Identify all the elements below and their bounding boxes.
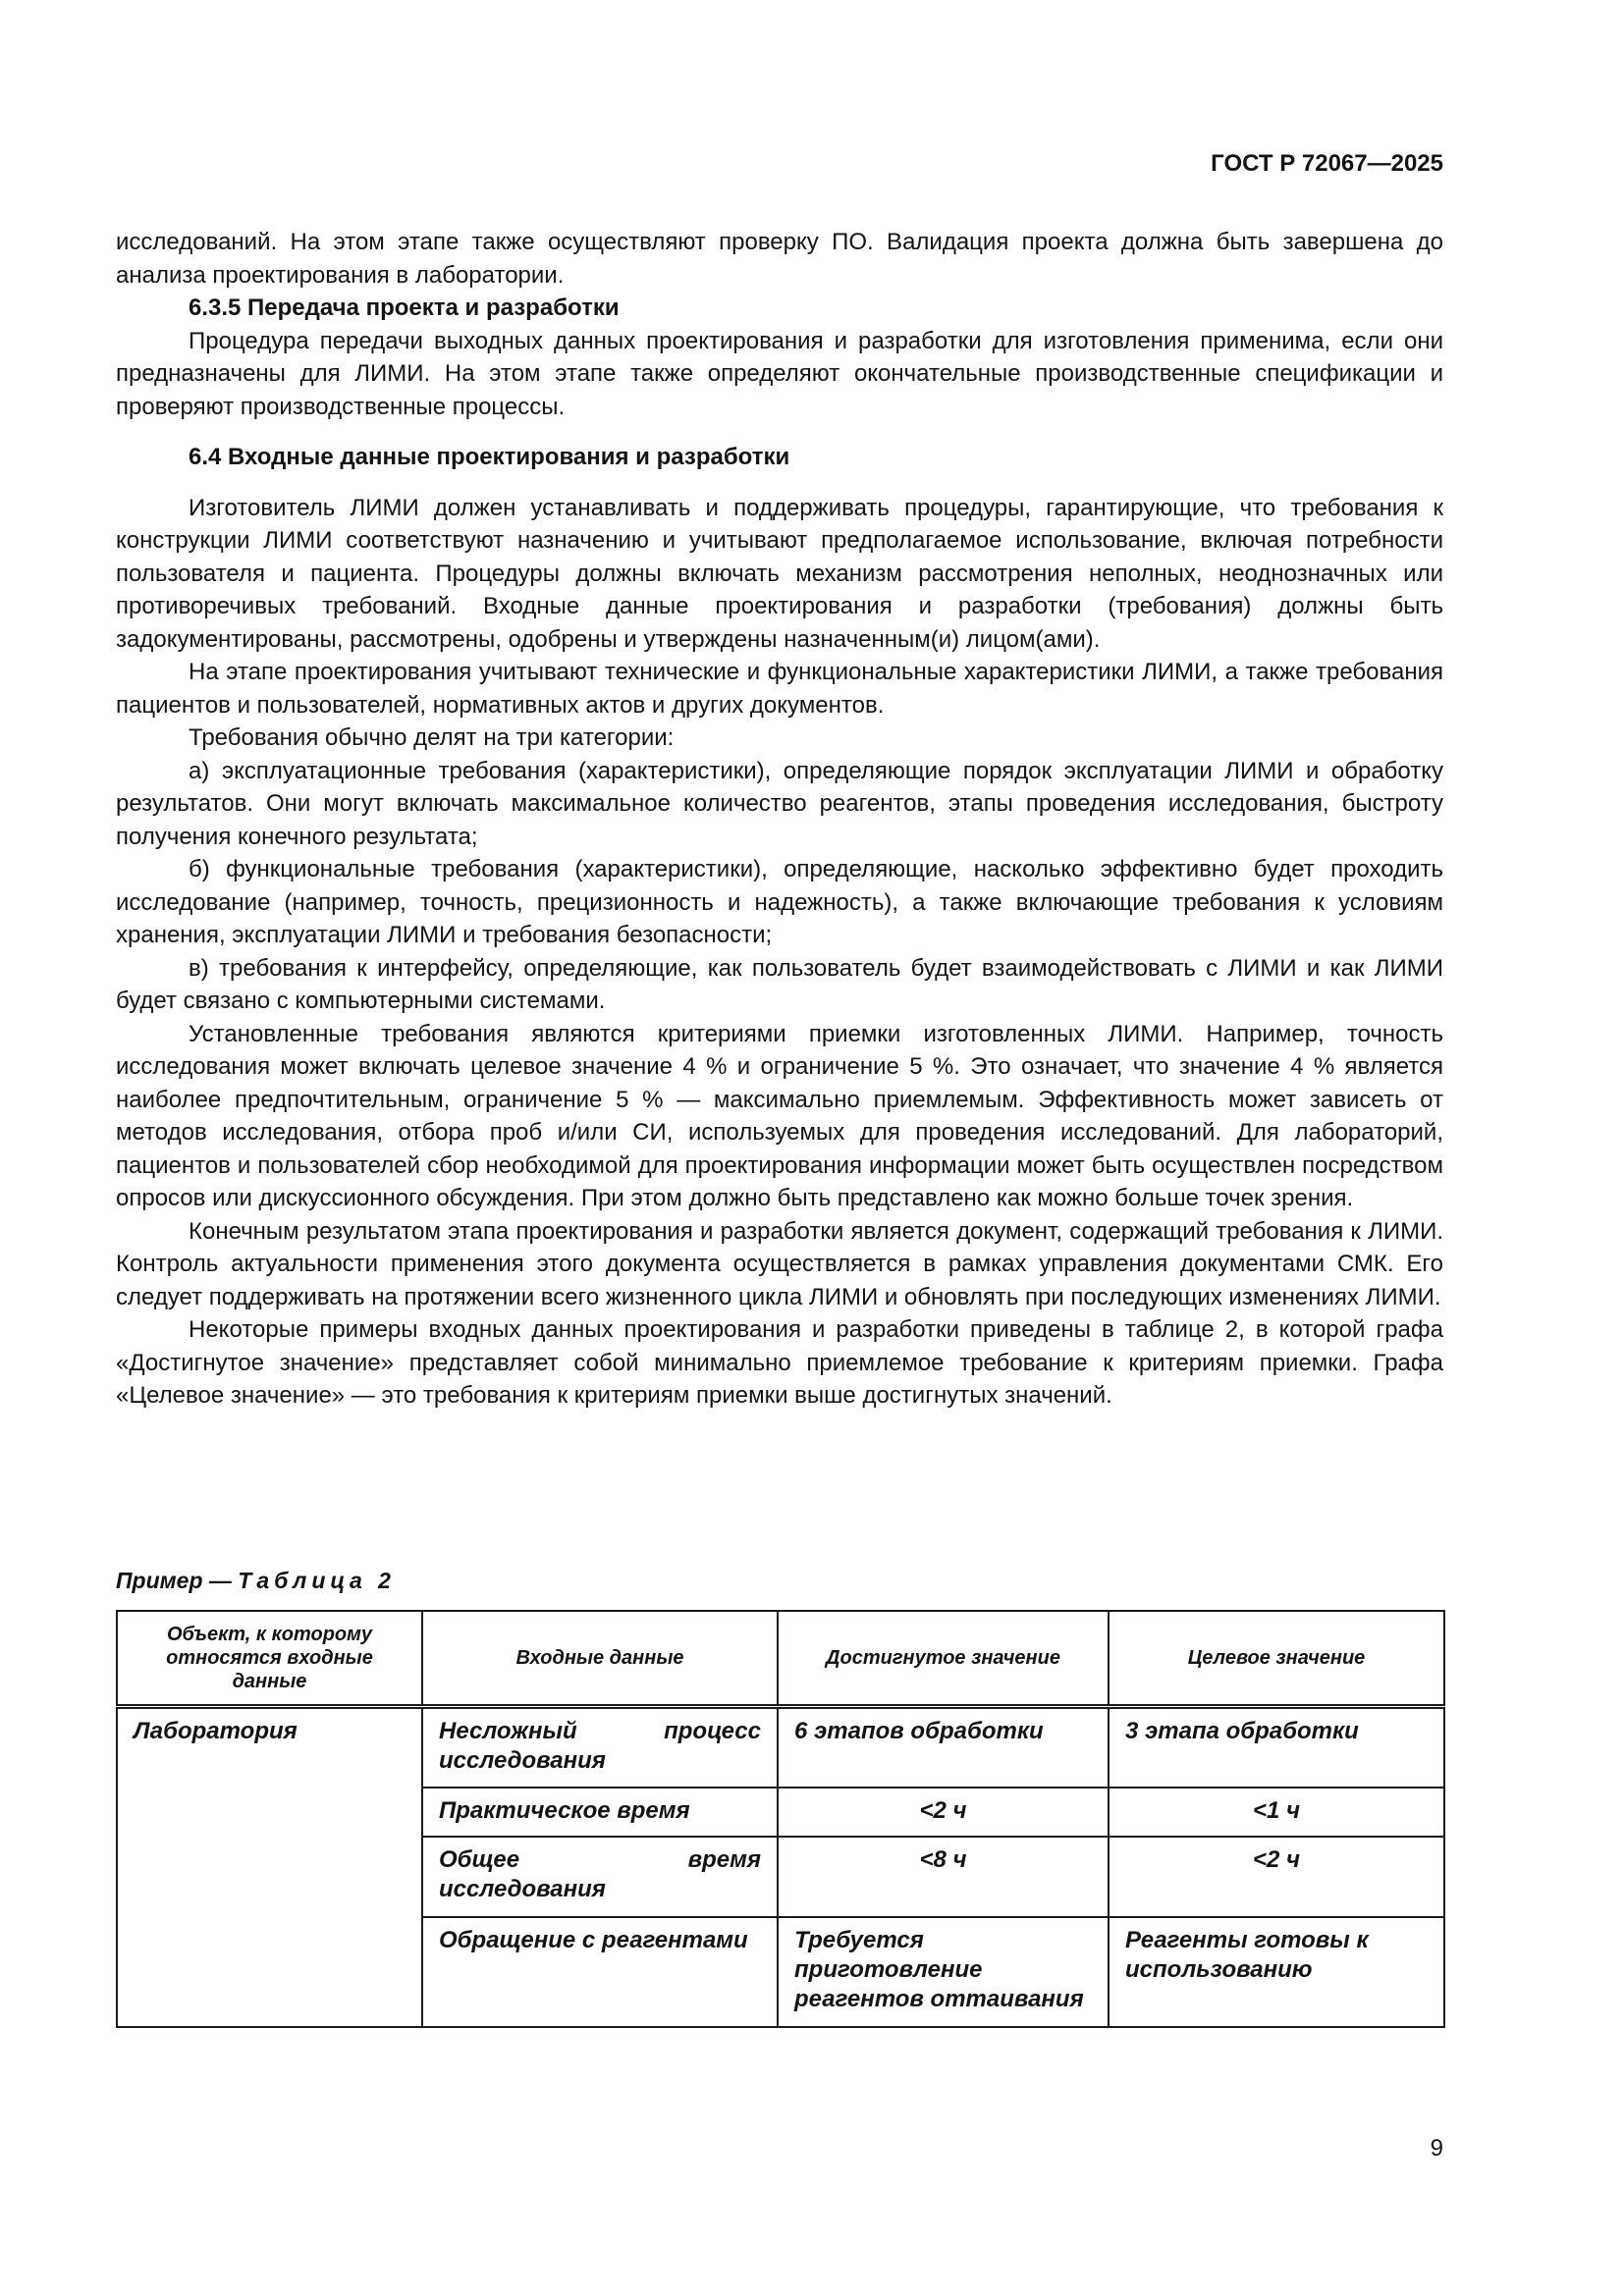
header-achieved: Достигнутое значение	[778, 1611, 1109, 1707]
requirements-table	[116, 1610, 1445, 2028]
paragraph-6-4-4: Установленные требования являются критериями приемки изготовленных ЛИМИ. Например, точность исследования может включать целевое значение 4 % и ограничение 5 %. Это означает, что значение 4 % является наиболее предпочтительным, ограничение 5 % — максимально приемлемым. Эффективность может зависеть от методов исследования, отбора проб и/или СИ, используемых для проведения исследований. Для лабораторий, пациентов и пользователей сбор необходимой для проектирования информации может быть осуществлен посредством опросов или дискуссионного обсуждения. При этом должно быть представлено как можно больше точек зрения.	[116, 1020, 1443, 1211]
cell-target: Реагенты готовы к использованию	[1109, 1917, 1444, 2027]
cell-target: 3 этапа обработки	[1109, 1707, 1444, 1788]
cell-achieved: <2 ч	[778, 1788, 1109, 1837]
header-input: Входные данные	[422, 1611, 778, 1707]
cell-target: <2 ч	[1109, 1837, 1444, 1917]
table-caption-title: Таблица 2	[238, 1568, 396, 1593]
cell-object: Лаборатория	[117, 1707, 422, 2027]
table-caption	[116, 1568, 396, 1594]
table-caption-prefix: Пример —	[116, 1568, 239, 1593]
cell-achieved: 6 этапов обработки	[778, 1707, 1109, 1788]
table-row	[117, 1707, 1444, 1788]
cell-target: <1 ч	[1109, 1788, 1444, 1837]
paragraph-6-4-1: Изготовитель ЛИМИ должен устанавливать и поддерживать процедуры, гарантирующие, что требования к конструкции ЛИМИ соответствуют назначению и учитывают предполагаемое использование, включая потребности пользователя и пациента. Процедуры должны включать механизм рассмотрения неполных, неоднозначных или противоречивых требований. Входные данные проектирования и разработки (требования) должны быть задокументированы, рассмотрены, одобрены и утверждены назначенным(и) лицом(ами).	[116, 494, 1443, 653]
cell-achieved: Требуется приготовление реагентов оттаивания	[778, 1917, 1109, 2027]
cell-achieved: <8 ч	[778, 1837, 1109, 1917]
list-item-b: б) функциональные требования (характеристики), определяющие, насколько эффективно будет проходить исследование (например, точность, прецизионность и надежность), а также включающие требования к условиям хранения, эксплуатации ЛИМИ и требования безопасности;	[116, 856, 1443, 948]
paragraph-6-4-2: На этапе проектирования учитывают технические и функциональные характеристики ЛИМИ, а также требования пациентов и пользователей, нормативных актов и других документов.	[116, 659, 1443, 719]
page-number: 9	[1430, 2135, 1443, 2162]
paragraph-6-4-5: Конечным результатом этапа проектирования и разработки является документ, содержащий требования к ЛИМИ. Контроль актуальности применения этого документа осуществляется в рамках управления документами СМК. Его следует поддерживать на протяжении всего жизненного цикла ЛИМИ и обновлять при последующих изменениях ЛИМИ.	[116, 1217, 1443, 1310]
paragraph-6-3-5: Процедура передачи выходных данных проектирования и разработки для изготовления применима, если они предназначены для ЛИМИ. На этом этапе также определяют окончательные производственные спецификации и проверяют производственные процессы.	[116, 327, 1443, 420]
cell-input: Обращение с реагентами	[422, 1917, 778, 2027]
cell-input: Несложный процесс исследования	[422, 1707, 778, 1788]
cell-input: Общее время исследования	[422, 1837, 778, 1917]
table-header-row	[117, 1611, 1444, 1707]
header-target: Целевое значение	[1109, 1611, 1444, 1707]
list-item-v: в) требования к интерфейсу, определяющие, как пользователь будет взаимодействовать с ЛИМИ и как ЛИМИ будет связано с компьютерными системами.	[116, 954, 1443, 1014]
paragraph-6-4-3: Требования обычно делят на три категории:	[189, 724, 675, 751]
cell-input: Практическое время	[422, 1788, 778, 1837]
paragraph-intro: исследований. На этом этапе также осуществляют проверку ПО. Валидация проекта должна быть завершена до анализа проектирования в лаборатории.	[116, 229, 1443, 289]
heading-6-3-5: 6.3.5 Передача проекта и разработки	[189, 294, 620, 321]
heading-6-4: 6.4 Входные данные проектирования и разработки	[189, 444, 790, 470]
document-body	[116, 226, 1443, 1413]
paragraph-6-4-6: Некоторые примеры входных данных проектирования и разработки приведены в таблице 2, в которой графа «Достигнутое значение» представляет собой минимально приемлемое требование к критериям приемки. Графа «Целевое значение» — это требования к критериям приемки выше достигнутых значений.	[116, 1316, 1443, 1409]
header-object: Объект, к которому относятся входные данные	[117, 1611, 422, 1707]
list-item-a: а) эксплуатационные требования (характеристики), определяющие порядок эксплуатации ЛИМИ и обработку результатов. Они могут включать максимальное количество реагентов, этапы проведения исследования, быстроту получения конечного результата;	[116, 757, 1443, 850]
document-code-header: ГОСТ Р 72067—2025	[1211, 150, 1443, 177]
